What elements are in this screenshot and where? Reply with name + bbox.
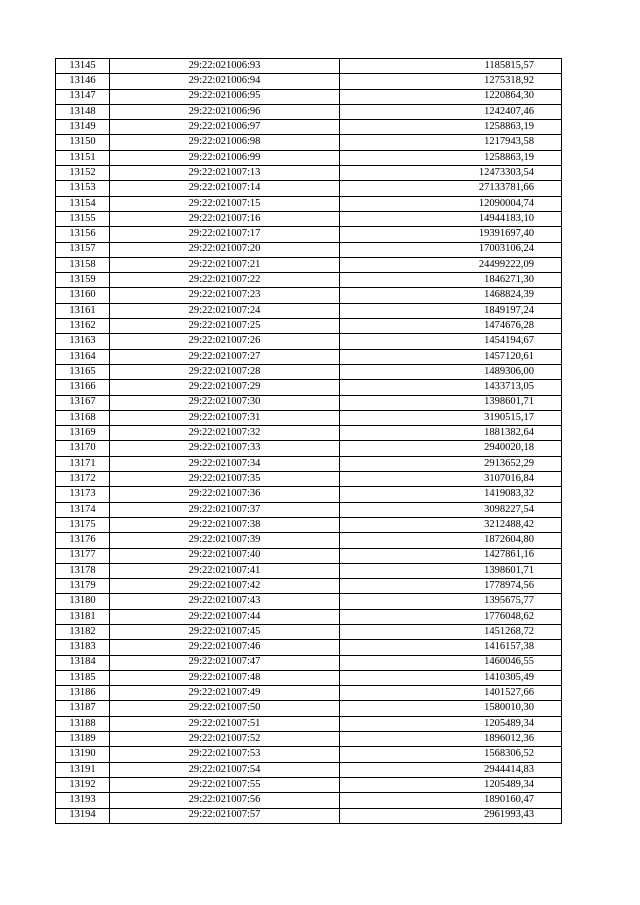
row-number-cell: 13187 <box>56 701 110 716</box>
row-number-cell: 13192 <box>56 777 110 792</box>
cadastral-number-cell: 29:22:021007:26 <box>110 334 340 349</box>
cadastral-number-cell: 29:22:021007:41 <box>110 563 340 578</box>
cadastral-value-cell: 1890160,47 <box>340 793 562 808</box>
cadastral-number-cell: 29:22:021006:97 <box>110 120 340 135</box>
row-number-cell: 13183 <box>56 640 110 655</box>
row-number-cell: 13194 <box>56 808 110 823</box>
row-number-cell: 13163 <box>56 334 110 349</box>
cadastral-value-cell: 1849197,24 <box>340 303 562 318</box>
table-row <box>56 196 562 211</box>
cadastral-number-cell: 29:22:021007:51 <box>110 716 340 731</box>
row-number-cell: 13151 <box>56 150 110 165</box>
table-row <box>56 303 562 318</box>
table-row <box>56 227 562 242</box>
row-number-cell: 13157 <box>56 242 110 257</box>
table-row <box>56 288 562 303</box>
table-row <box>56 624 562 639</box>
row-number-cell: 13161 <box>56 303 110 318</box>
cadastral-number-cell: 29:22:021007:50 <box>110 701 340 716</box>
row-number-cell: 13178 <box>56 563 110 578</box>
cadastral-value-cell: 3107016,84 <box>340 472 562 487</box>
row-number-cell: 13158 <box>56 257 110 272</box>
cadastral-value-cell: 1275318,92 <box>340 74 562 89</box>
table-row <box>56 579 562 594</box>
cadastral-number-cell: 29:22:021006:93 <box>110 59 340 74</box>
table-row <box>56 334 562 349</box>
cadastral-value-cell: 1258863,19 <box>340 150 562 165</box>
table-row <box>56 533 562 548</box>
cadastral-number-cell: 29:22:021007:23 <box>110 288 340 303</box>
cadastral-number-cell: 29:22:021007:27 <box>110 349 340 364</box>
table-row <box>56 242 562 257</box>
cadastral-value-cell: 1778974,56 <box>340 579 562 594</box>
cadastral-number-cell: 29:22:021006:96 <box>110 104 340 119</box>
cadastral-number-cell: 29:22:021006:94 <box>110 74 340 89</box>
row-number-cell: 13155 <box>56 211 110 226</box>
table-row <box>56 59 562 74</box>
table-row <box>56 762 562 777</box>
row-number-cell: 13156 <box>56 227 110 242</box>
table-row <box>56 732 562 747</box>
table-row <box>56 472 562 487</box>
cadastral-number-cell: 29:22:021007:56 <box>110 793 340 808</box>
row-number-cell: 13146 <box>56 74 110 89</box>
cadastral-value-cell: 19391697,40 <box>340 227 562 242</box>
row-number-cell: 13160 <box>56 288 110 303</box>
cadastral-value-cell: 1427861,16 <box>340 548 562 563</box>
row-number-cell: 13173 <box>56 487 110 502</box>
table-row <box>56 441 562 456</box>
row-number-cell: 13179 <box>56 579 110 594</box>
cadastral-number-cell: 29:22:021007:39 <box>110 533 340 548</box>
row-number-cell: 13150 <box>56 135 110 150</box>
cadastral-value-cell: 1398601,71 <box>340 563 562 578</box>
row-number-cell: 13152 <box>56 166 110 181</box>
table-row <box>56 716 562 731</box>
cadastral-number-cell: 29:22:021007:35 <box>110 472 340 487</box>
row-number-cell: 13162 <box>56 319 110 334</box>
row-number-cell: 13148 <box>56 104 110 119</box>
cadastral-number-cell: 29:22:021007:49 <box>110 686 340 701</box>
cadastral-value-cell: 1416157,38 <box>340 640 562 655</box>
row-number-cell: 13172 <box>56 472 110 487</box>
cadastral-value-cell: 1433713,05 <box>340 380 562 395</box>
cadastral-value-cell: 1401527,66 <box>340 686 562 701</box>
cadastral-value-cell: 1896012,36 <box>340 732 562 747</box>
cadastral-number-cell: 29:22:021007:47 <box>110 655 340 670</box>
cadastral-value-cell: 2961993,43 <box>340 808 562 823</box>
table-row <box>56 211 562 226</box>
table-row <box>56 517 562 532</box>
row-number-cell: 13170 <box>56 441 110 456</box>
cadastral-value-cell: 1419083,32 <box>340 487 562 502</box>
cadastral-number-cell: 29:22:021007:53 <box>110 747 340 762</box>
cadastral-value-cell: 1398601,71 <box>340 395 562 410</box>
row-number-cell: 13176 <box>56 533 110 548</box>
table-row <box>56 640 562 655</box>
cadastral-value-cell: 1872604,80 <box>340 533 562 548</box>
table-row <box>56 181 562 196</box>
row-number-cell: 13169 <box>56 426 110 441</box>
row-number-cell: 13189 <box>56 732 110 747</box>
cadastral-value-cell: 2940020,18 <box>340 441 562 456</box>
cadastral-value-table <box>55 58 562 824</box>
cadastral-number-cell: 29:22:021006:98 <box>110 135 340 150</box>
cadastral-value-cell: 1220864,30 <box>340 89 562 104</box>
cadastral-value-cell: 3190515,17 <box>340 410 562 425</box>
cadastral-value-cell: 1242407,46 <box>340 104 562 119</box>
cadastral-number-cell: 29:22:021007:55 <box>110 777 340 792</box>
cadastral-number-cell: 29:22:021007:15 <box>110 196 340 211</box>
table-row <box>56 74 562 89</box>
cadastral-number-cell: 29:22:021007:31 <box>110 410 340 425</box>
row-number-cell: 13184 <box>56 655 110 670</box>
table-row <box>56 655 562 670</box>
table-row <box>56 380 562 395</box>
cadastral-value-cell: 1205489,34 <box>340 716 562 731</box>
cadastral-number-cell: 29:22:021007:28 <box>110 364 340 379</box>
table-row <box>56 150 562 165</box>
cadastral-value-cell: 1568306,52 <box>340 747 562 762</box>
cadastral-value-cell: 12090004,74 <box>340 196 562 211</box>
cadastral-value-cell: 1451268,72 <box>340 624 562 639</box>
cadastral-value-cell: 3098227,54 <box>340 502 562 517</box>
row-number-cell: 13166 <box>56 380 110 395</box>
cadastral-value-cell: 27133781,66 <box>340 181 562 196</box>
cadastral-number-cell: 29:22:021007:14 <box>110 181 340 196</box>
cadastral-number-cell: 29:22:021007:17 <box>110 227 340 242</box>
cadastral-value-cell: 24499222,09 <box>340 257 562 272</box>
cadastral-number-cell: 29:22:021007:42 <box>110 579 340 594</box>
table-row <box>56 426 562 441</box>
row-number-cell: 13182 <box>56 624 110 639</box>
row-number-cell: 13191 <box>56 762 110 777</box>
cadastral-number-cell: 29:22:021007:13 <box>110 166 340 181</box>
row-number-cell: 13153 <box>56 181 110 196</box>
cadastral-number-cell: 29:22:021007:43 <box>110 594 340 609</box>
cadastral-value-cell: 1395675,77 <box>340 594 562 609</box>
cadastral-value-cell: 2913652,29 <box>340 456 562 471</box>
table-row <box>56 120 562 135</box>
table-row <box>56 777 562 792</box>
row-number-cell: 13154 <box>56 196 110 211</box>
table-row <box>56 686 562 701</box>
cadastral-value-cell: 1258863,19 <box>340 120 562 135</box>
cadastral-number-cell: 29:22:021007:44 <box>110 609 340 624</box>
cadastral-number-cell: 29:22:021006:99 <box>110 150 340 165</box>
table-row <box>56 166 562 181</box>
table-row <box>56 135 562 150</box>
cadastral-number-cell: 29:22:021007:33 <box>110 441 340 456</box>
row-number-cell: 13165 <box>56 364 110 379</box>
table-row <box>56 395 562 410</box>
row-number-cell: 13171 <box>56 456 110 471</box>
cadastral-value-cell: 1474676,28 <box>340 319 562 334</box>
cadastral-number-cell: 29:22:021007:54 <box>110 762 340 777</box>
cadastral-value-cell: 1205489,34 <box>340 777 562 792</box>
table-row <box>56 487 562 502</box>
cadastral-value-cell: 3212488,42 <box>340 517 562 532</box>
table-row <box>56 594 562 609</box>
row-number-cell: 13180 <box>56 594 110 609</box>
cadastral-value-cell: 1410305,49 <box>340 670 562 685</box>
table-row <box>56 670 562 685</box>
cadastral-number-cell: 29:22:021007:22 <box>110 273 340 288</box>
cadastral-number-cell: 29:22:021006:95 <box>110 89 340 104</box>
cadastral-number-cell: 29:22:021007:52 <box>110 732 340 747</box>
cadastral-value-cell: 1580010,30 <box>340 701 562 716</box>
row-number-cell: 13185 <box>56 670 110 685</box>
cadastral-number-cell: 29:22:021007:36 <box>110 487 340 502</box>
cadastral-value-cell: 1454194,67 <box>340 334 562 349</box>
cadastral-value-cell: 1776048,62 <box>340 609 562 624</box>
cadastral-value-cell: 1846271,30 <box>340 273 562 288</box>
cadastral-number-cell: 29:22:021007:32 <box>110 426 340 441</box>
cadastral-value-cell: 1489306,00 <box>340 364 562 379</box>
cadastral-value-cell: 1185815,57 <box>340 59 562 74</box>
cadastral-number-cell: 29:22:021007:46 <box>110 640 340 655</box>
row-number-cell: 13193 <box>56 793 110 808</box>
cadastral-value-cell: 1457120,61 <box>340 349 562 364</box>
table-row <box>56 456 562 471</box>
table-row <box>56 104 562 119</box>
cadastral-number-cell: 29:22:021007:24 <box>110 303 340 318</box>
cadastral-number-cell: 29:22:021007:30 <box>110 395 340 410</box>
cadastral-value-cell: 1468824,39 <box>340 288 562 303</box>
table-row <box>56 563 562 578</box>
table-row <box>56 319 562 334</box>
cadastral-number-cell: 29:22:021007:25 <box>110 319 340 334</box>
table-row <box>56 701 562 716</box>
table-row <box>56 273 562 288</box>
row-number-cell: 13149 <box>56 120 110 135</box>
row-number-cell: 13167 <box>56 395 110 410</box>
cadastral-number-cell: 29:22:021007:37 <box>110 502 340 517</box>
cadastral-number-cell: 29:22:021007:16 <box>110 211 340 226</box>
cadastral-value-cell: 2944414,83 <box>340 762 562 777</box>
row-number-cell: 13168 <box>56 410 110 425</box>
table-row <box>56 410 562 425</box>
row-number-cell: 13188 <box>56 716 110 731</box>
cadastral-number-cell: 29:22:021007:20 <box>110 242 340 257</box>
cadastral-number-cell: 29:22:021007:21 <box>110 257 340 272</box>
row-number-cell: 13186 <box>56 686 110 701</box>
cadastral-value-cell: 1881382,64 <box>340 426 562 441</box>
table-row <box>56 793 562 808</box>
cadastral-value-cell: 12473303,54 <box>340 166 562 181</box>
table-row <box>56 502 562 517</box>
table-body <box>56 59 562 824</box>
row-number-cell: 13147 <box>56 89 110 104</box>
cadastral-number-cell: 29:22:021007:45 <box>110 624 340 639</box>
table-row <box>56 609 562 624</box>
cadastral-number-cell: 29:22:021007:48 <box>110 670 340 685</box>
cadastral-number-cell: 29:22:021007:29 <box>110 380 340 395</box>
row-number-cell: 13145 <box>56 59 110 74</box>
row-number-cell: 13181 <box>56 609 110 624</box>
cadastral-number-cell: 29:22:021007:40 <box>110 548 340 563</box>
cadastral-number-cell: 29:22:021007:34 <box>110 456 340 471</box>
table-row <box>56 747 562 762</box>
cadastral-value-cell: 1460046,55 <box>340 655 562 670</box>
cadastral-value-cell: 14944183,10 <box>340 211 562 226</box>
table-row <box>56 364 562 379</box>
row-number-cell: 13177 <box>56 548 110 563</box>
table-row <box>56 808 562 823</box>
table-row <box>56 349 562 364</box>
row-number-cell: 13164 <box>56 349 110 364</box>
table-row <box>56 89 562 104</box>
row-number-cell: 13174 <box>56 502 110 517</box>
cadastral-number-cell: 29:22:021007:57 <box>110 808 340 823</box>
table-row <box>56 548 562 563</box>
cadastral-number-cell: 29:22:021007:38 <box>110 517 340 532</box>
row-number-cell: 13159 <box>56 273 110 288</box>
cadastral-value-cell: 17003106,24 <box>340 242 562 257</box>
row-number-cell: 13190 <box>56 747 110 762</box>
row-number-cell: 13175 <box>56 517 110 532</box>
cadastral-value-cell: 1217943,58 <box>340 135 562 150</box>
table-row <box>56 257 562 272</box>
